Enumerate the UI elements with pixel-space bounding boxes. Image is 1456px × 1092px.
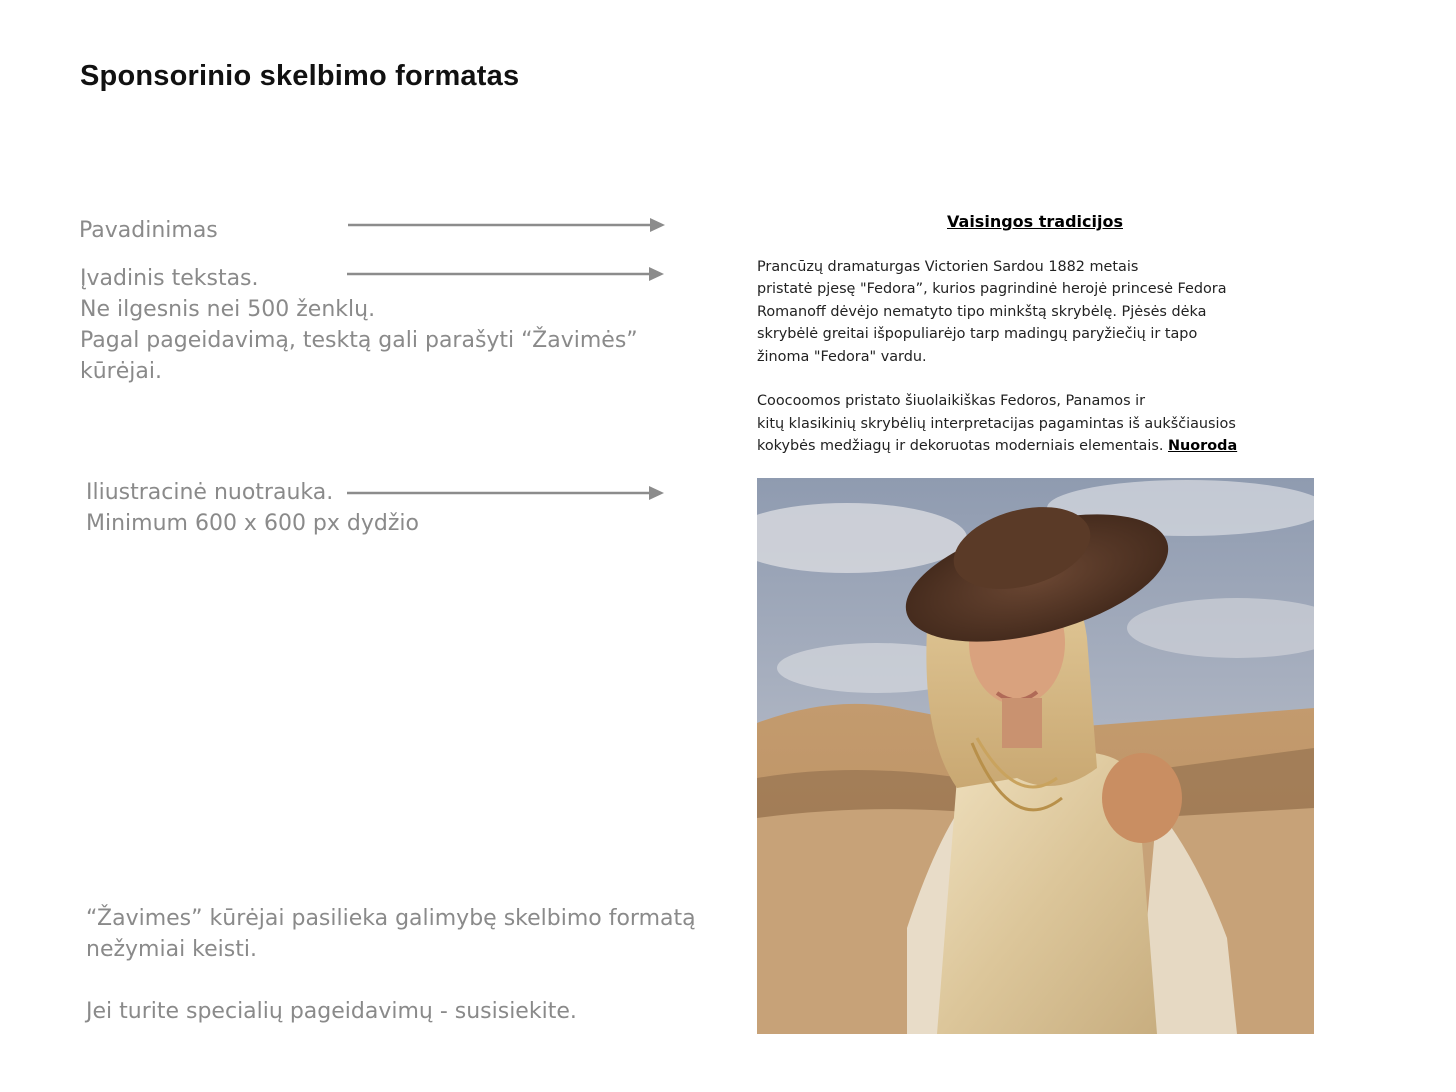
ad-body — [757, 256, 1297, 458]
arrow-right-icon — [345, 265, 667, 283]
label-photo-line: Iliustracinė nuotrauka. — [86, 480, 334, 505]
ad-body-line: kitų klasikinių skrybėlių interpretacijas pagamintas iš aukščiausios — [757, 415, 1236, 432]
photo-illustration — [757, 478, 1314, 1034]
label-intro-line: Įvadinis tekstas. — [80, 266, 259, 291]
label-note-line: Jei turite specialių pageidavimų - susisiekite. — [86, 999, 577, 1024]
ad-body-line: skrybėlė greitai išpopuliarėjo tarp madingų paryžiečių ir tapo — [757, 326, 1198, 343]
label-intro-line: Ne ilgesnis nei 500 ženklų. — [80, 297, 376, 322]
arrow-right-icon — [345, 484, 667, 502]
arrow-right-icon — [346, 216, 668, 234]
ad-body-line: kokybės medžiagų ir dekoruotas moderniais elementais. — [757, 438, 1164, 455]
illustrative-photo — [757, 478, 1314, 1034]
ad-link[interactable]: Nuoroda — [1168, 438, 1238, 455]
spacer — [757, 368, 1297, 390]
ad-body-line: pristatė pjesę "Fedora”, kurios pagrindinė herojė princesė Fedora — [757, 281, 1227, 298]
ad-title: Vaisingos tradicijos — [947, 212, 1123, 231]
label-title-text: Pavadinimas — [79, 218, 218, 243]
label-note-line: “Žavimes” kūrėjai pasilieka galimybę skelbimo formatą — [86, 906, 696, 931]
spacer — [86, 965, 696, 996]
page-title: Sponsorinio skelbimo formatas — [80, 60, 520, 92]
ad-body-line: Coocoomos pristato šiuolaikiškas Fedoros, Panamos ir — [757, 393, 1146, 410]
ad-body-last-line — [757, 435, 1297, 457]
ad-body-line: Prancūzų dramaturgas Victorien Sardou 1882 metais — [757, 259, 1139, 275]
ad-body-line: žinoma "Fedora" vardu. — [757, 348, 927, 365]
label-photo-line: Minimum 600 x 600 px dydžio — [86, 511, 419, 536]
label-note — [86, 903, 696, 1027]
ad-body-line: Romanoff dėvėjo nematyto tipo minkštą skrybėlę. Pjėsės dėka — [757, 303, 1207, 320]
label-intro-line: Pagal pageidavimą, tesktą gali parašyti “Žavimės” — [80, 328, 638, 353]
label-title — [79, 215, 218, 246]
label-intro-line: kūrėjai. — [80, 359, 162, 384]
label-note-line: nežymiai keisti. — [86, 937, 257, 962]
